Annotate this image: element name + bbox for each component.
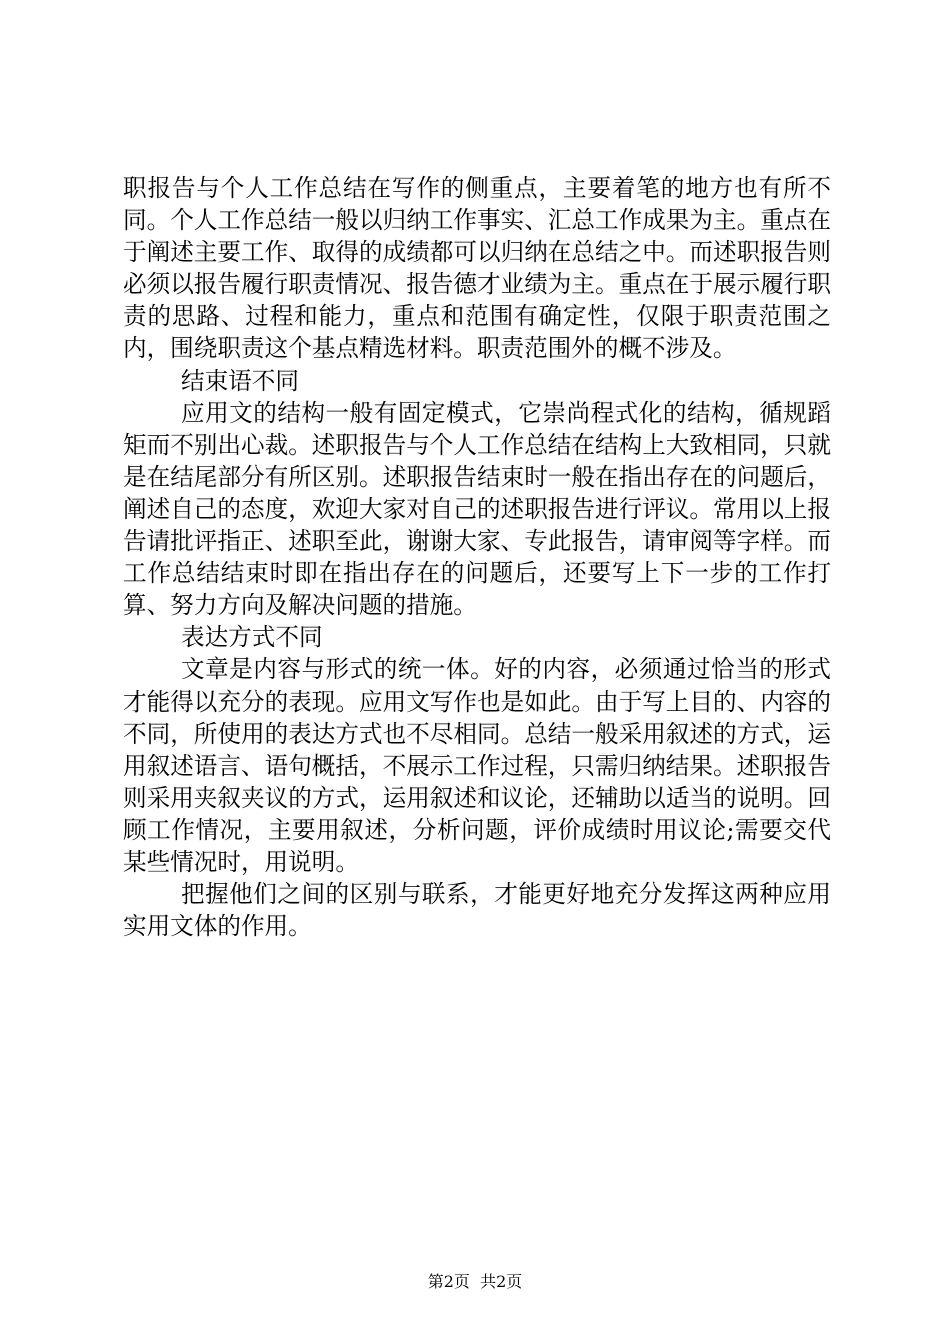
section-heading: 表达方式不同 (181, 623, 323, 652)
body-paragraph: 文章是内容与形式的统一体。好的内容，必须通过恰当的形式才能得以充分的表现。应用文写作也是如此。由于写上目的、内容的不同，所使用的表达方式也不尽相同。总结一般采用叙述的方式，运用叙述语言、语句概括，不展示工作过程，只需归纳结果。述职报告则采用夹叙夹议的方式，运用叙述和议论，还辅助以适当的说明。回顾工作情况，主要用叙述，分析问题，评价成绩时用议论;需要交代某些情况时，用说明。 (123, 655, 831, 876)
section-heading: 结束语不同 (181, 366, 299, 395)
body-paragraph: 应用文的结构一般有固定模式，它崇尚程式化的结构，循规蹈矩而不别出心裁。述职报告与个人工作总结在结构上大致相同，只就是在结尾部分有所区别。述职报告结束时一般在指出存在的问题后，阐述自己的态度，欢迎大家对自己的述职报告进行评议。常用以上报告请批评指正、述职至此，谢谢大家、专此报告，请审阅等字样。而工作总结结束时即在指出存在的问题后，还要写上下一步的工作打算、努力方向及解决问题的措施。 (123, 398, 831, 620)
body-paragraph: 职报告与个人工作总结在写作的侧重点，主要着笔的地方也有所不同。个人工作总结一般以归纳工作事实、汇总工作成果为主。重点在于阐述主要工作、取得的成绩都可以归纳在总结之中。而述职报告则必须以报告履行职责情况、报告德才业绩为主。重点在于展示履行职责的思路、过程和能力，重点和范围有确定性，仅限于职责范围之内，围绕职责这个基点精选材料。职责范围外的概不涉及。 (123, 174, 831, 363)
document-body (123, 172, 831, 942)
page-footer: 第2页 共2页 (427, 1272, 523, 1291)
body-paragraph: 把握他们之间的区别与联系，才能更好地充分发挥这两种应用实用文体的作用。 (123, 880, 831, 941)
